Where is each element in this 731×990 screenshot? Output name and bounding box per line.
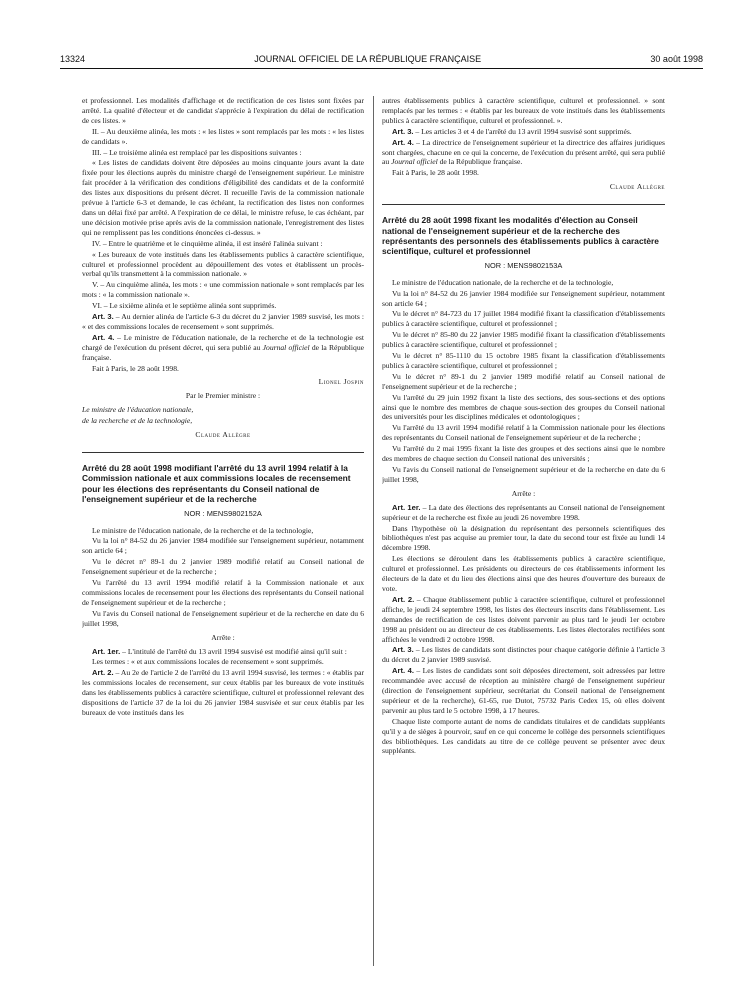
article-1 (82, 647, 364, 657)
article-2 (382, 595, 665, 645)
paragraph: Vu le décret n° 89-1 du 2 janvier 1989 modifié relatif au Conseil national de l'enseignement supérieur et de la recherche ; (82, 557, 364, 577)
journal-name: Journal officiel (391, 157, 438, 167)
journal-name: Journal officiel (262, 342, 310, 352)
paragraph: autres établissements publics à caractère scientifique, culturel et professionnel. » sont remplacés par les termes : « établis par les bureaux de vote institués dans les établissements publics à caractère scientifique, culturel et professionnel. ». (382, 96, 665, 125)
signature: Lionel Jospin (318, 377, 364, 387)
article-text: – Les listes de candidats sont distinctes pour chaque catégorie définie à l'article 3 du décret du 2 janvier 1989 susvisé. (382, 645, 665, 665)
paragraph: Vu l'avis du Conseil national de l'enseignement supérieur et de la recherche en date du 6 juillet 1998, (382, 465, 665, 484)
paragraph: VI. – Le sixième alinéa et le septième alinéa sont supprimés. (92, 301, 277, 311)
article-label: Art. 3. (392, 645, 414, 655)
paragraph: Dans l'hypothèse où la désignation du représentant des personnels scientifiques des bibliothèques n'est pas acquise au premier tour, la date du second tour est fixée au lundi 14 décembre 1998. (382, 523, 665, 553)
article-4 (382, 138, 665, 168)
paragraph: Vu l'arrêté du 2 mai 1995 fixant la liste des groupes et des sections ainsi que le nombre des membres de chaque section du Conseil national des universités ; (382, 444, 665, 464)
paragraph: et professionnel. Les modalités d'affichage et de rectification de ces listes sont fixées par arrêté. La qualité d'électeur et de candidat s'apprécie à l'expiration du délai de rectification de ces listes. » (82, 96, 364, 125)
left-column (82, 96, 364, 966)
paragraph: Vu le décret n° 89-1 du 2 janvier 1989 modifié relatif au Conseil national de l'enseignement supérieur et de la recherche ; (382, 371, 665, 391)
article-text: – Chaque établissement public à caractère scientifique, culturel et professionnel affiche, le jeudi 24 septembre 1998, les listes des électeurs inscrits dans l'établissement. Les demandes de rectification de ces listes doivent parvenir au plus tard le jeudi 1er octobre 1998 au président ou au directeur de ces établissements. Les listes électorales rectifiées sont affichées le vendredi 2 octobre 1998. (382, 594, 665, 644)
article-label: Art. 2. (392, 594, 415, 604)
paragraph: Vu le décret n° 85-80 du 22 janvier 1985 modifié fixant la classification d'établissements publics à caractère scientifique, culturel et professionnel ; (382, 330, 665, 350)
paragraph: V. – Au cinquième alinéa, les mots : « une commission nationale » sont remplacés par les mots : « la commission nationale ». (82, 280, 364, 300)
arrete-heading: Arrête : (511, 488, 536, 498)
header-rule (60, 68, 703, 69)
decree-title: Arrêté du 28 août 1998 fixant les modalités d'élection au Conseil national de l'enseignement supérieur et de la recherche des représentants des personnels des établissements publics à caractère scientifique, culturel et professionnel (382, 215, 659, 257)
minister-title: Le ministre de l'éducation nationale, (82, 405, 194, 415)
paragraph: Vu le décret n° 84-723 du 17 juillet 1984 modifié fixant la classification d'établissements publics à caractère scientifique, culturel et professionnel ; (382, 309, 665, 329)
paragraph: Vu le décret n° 85-1110 du 15 octobre 1985 fixant la classification d'établissements publics à caractère scientifique, culturel et professionnel ; (382, 351, 665, 370)
article-3 (82, 312, 364, 332)
paragraph: « Les listes de candidats doivent être déposées au moins cinquante jours avant la date fixée pour les élections auprès du ministre chargé de l'enseignement supérieur. Le ministre fait procéder à la vérification des conditions d'éligibilité des candidats et de la conformité des listes aux dispositions du présent décret. Il recueille l'avis de la commission nationale prévue à l'article 6-3 et demande, le cas échéant, la rectification des listes non conformes dans un délai fixé par arrêté. A l'expiration de ce délai, le ministre refuse, le cas échéant, par une décision motivée prise après avis de la commission nationale, l'enregistrement des listes qui ne remplissent pas les conditions énoncées ci-dessus. » (82, 158, 364, 237)
article-label: Art. 1er. (92, 646, 121, 656)
paragraph: « Les bureaux de vote institués dans les établissements publics à caractère scientifique, culturel et professionnel procèdent au dépouillement des votes et établissent un procès-verbal qu'ils transmettent à la commission nationale. » (82, 249, 364, 279)
paragraph: Les élections se déroulent dans les établissements publics à caractère scientifique, culturel et professionnel. Les présidents ou directeurs de ces établissements informent les électeurs de la date et du lieu des élections ainsi que des heures d'ouverture des bureaux de vote. (382, 554, 665, 593)
article-text: de la République française. (437, 157, 523, 167)
article-text: – Les listes de candidats sont soit déposées directement, soit adressées par lettre recommandée avec accusé de réception au ministère chargé de l'enseignement supérieur (direction de l'enseignement supérieur, secrétariat du Conseil national de l'enseignement supérieur et de la recherche), 61-65, rue Dutot, 75732 Paris Cedex 15, où elles doivent parvenir au plus tard le 5 octobre 1998, à 17 heures. (382, 666, 665, 715)
article-text: – La date des élections des représentants au Conseil national de l'enseignement supérieur et de la recherche est fixée au jeudi 26 novembre 1998. (382, 502, 665, 522)
signature: Claude Allègre (195, 430, 251, 440)
nor-reference: NOR : MENS9802152A (184, 508, 262, 518)
done-at: Fait à Paris, le 28 août 1998. (92, 363, 179, 373)
article-4 (82, 333, 364, 363)
article-label: Art. 4. (392, 137, 414, 147)
done-at: Fait à Paris, le 28 août 1998. (392, 168, 479, 178)
paragraph: II. – Au deuxième alinéa, les mots : « les listes » sont remplacés par les mots : « les listes de candidats ». (82, 126, 364, 146)
article-4 (382, 666, 665, 716)
paragraph: Vu l'arrêté du 29 juin 1992 fixant la liste des sections, des sous-sections et des options ainsi que le nombre des membres de chaque sous-section des groupes du Conseil national des universités pour les disciplines médicales et odontologiques ; (382, 392, 665, 422)
decree-title: Arrêté du 28 août 1998 modifiant l'arrêté du 13 avril 1994 relatif à la Commission nationale et aux commissions locales de recensement pour les élections des représentants du Conseil national de l'enseignement supérieur et de la recherche (82, 463, 351, 505)
article-label: Art. 3. (392, 126, 414, 136)
section-divider (382, 204, 665, 205)
signature: Claude Allègre (609, 182, 665, 192)
arrete-heading: Arrête : (211, 632, 235, 642)
column-divider (373, 96, 374, 966)
article-text: – Au 2e de l'article 2 de l'arrêté du 13 avril 1994 susvisé, les termes : « établis par les commissions locales de recensement, sur ceux établis par les bureaux de vote institués dans les établissements publics à caractère scientifique, culturel et professionnel relevant des dispositions de l'article 37 de la loi du 26 janvier 1984 susvisée et sur ceux établis par les bureaux de vote institués dans les (82, 668, 364, 717)
article-text: – L'intitulé de l'arrêté du 13 avril 1994 susvisé est modifié ainsi qu'il suit : (120, 646, 347, 656)
paragraph: Le ministre de l'éducation nationale, de la recherche et de la technologie, (92, 525, 314, 535)
page-header (60, 52, 703, 66)
article-label: Art. 2. (92, 668, 114, 678)
article-3 (382, 127, 665, 137)
paragraph: Les termes : « et aux commissions locales de recensement » sont supprimés. (92, 657, 324, 667)
nor-reference: NOR : MENS9802153A (484, 260, 563, 270)
article-text: – Les articles 3 et 4 de l'arrêté du 13 avril 1994 susvisé sont supprimés. (413, 126, 632, 136)
paragraph: Le ministre de l'éducation nationale, de la recherche et de la technologie, (392, 277, 614, 287)
article-text: – Le ministre de l'éducation nationale, de la recherche et de la technologie est chargé de l'exécution du présent décret, qui sera publié au (82, 332, 364, 352)
paragraph: III. – Le troisième alinéa est remplacé par les dispositions suivantes : (92, 147, 302, 157)
paragraph: Chaque liste comporte autant de noms de candidats titulaires et de candidats suppléants qu'il y a de sièges à pourvoir, sauf en ce qui concerne le collège des personnels scientifiques des bibliothèques. Les candidats au titre de ce collège peuvent se présenter avec deux suppléants. (382, 716, 665, 756)
by-prime-minister: Par le Premier ministre : (185, 391, 261, 401)
issue-date: 30 août 1998 (650, 54, 703, 64)
article-text: – Au dernier alinéa de l'article 6-3 du décret du 2 janvier 1989 susvisé, les mots : « et des commissions locales de recensement » sont supprimés. (82, 312, 364, 331)
article-label: Art. 4. (92, 332, 115, 342)
article-1 (382, 503, 665, 523)
paragraph: Vu la loi n° 84-52 du 26 janvier 1984 modifiée sur l'enseignement supérieur, notamment son article 64 ; (82, 536, 364, 556)
journal-title: JOURNAL OFFICIEL DE LA RÉPUBLIQUE FRANÇAISE (254, 54, 482, 64)
right-column (382, 96, 665, 966)
section-divider (82, 452, 364, 453)
article-label: Art. 1er. (392, 502, 421, 512)
paragraph: Vu la loi n° 84-52 du 26 janvier 1984 modifiée sur l'enseignement supérieur, notamment son article 64 ; (382, 288, 665, 308)
minister-title: de la recherche et de la technologie, (82, 416, 193, 426)
article-text: de la République française. (82, 342, 364, 362)
paragraph: Vu l'arrêté du 13 avril 1994 modifié relatif à la Commission nationale et aux commissions locales de recensement pour les élections des représentants du Conseil national de l'enseignement supérieur et de la recherche ; (82, 578, 364, 607)
page-number: 13324 (60, 54, 86, 64)
article-label: Art. 3. (92, 312, 114, 322)
paragraph: Vu l'arrêté du 13 avril 1994 modifié relatif à la Commission nationale pour les élections des représentants du Conseil national de l'enseignement supérieur et de la recherche ; (382, 423, 665, 443)
article-2 (82, 668, 364, 718)
article-text: – La directrice de l'enseignement supérieur et la directrice des affaires juridiques sont chargées, chacune en ce qui la concerne, de l'exécution du présent arrêté, qui sera publié au (382, 137, 665, 167)
paragraph: Vu l'avis du Conseil national de l'enseignement supérieur et de la recherche en date du 6 juillet 1998, (82, 608, 364, 628)
paragraph: IV. – Entre le quatrième et le cinquième alinéa, il est inséré l'alinéa suivant : (92, 238, 323, 248)
article-label: Art. 4. (392, 666, 415, 676)
article-3 (382, 645, 665, 665)
